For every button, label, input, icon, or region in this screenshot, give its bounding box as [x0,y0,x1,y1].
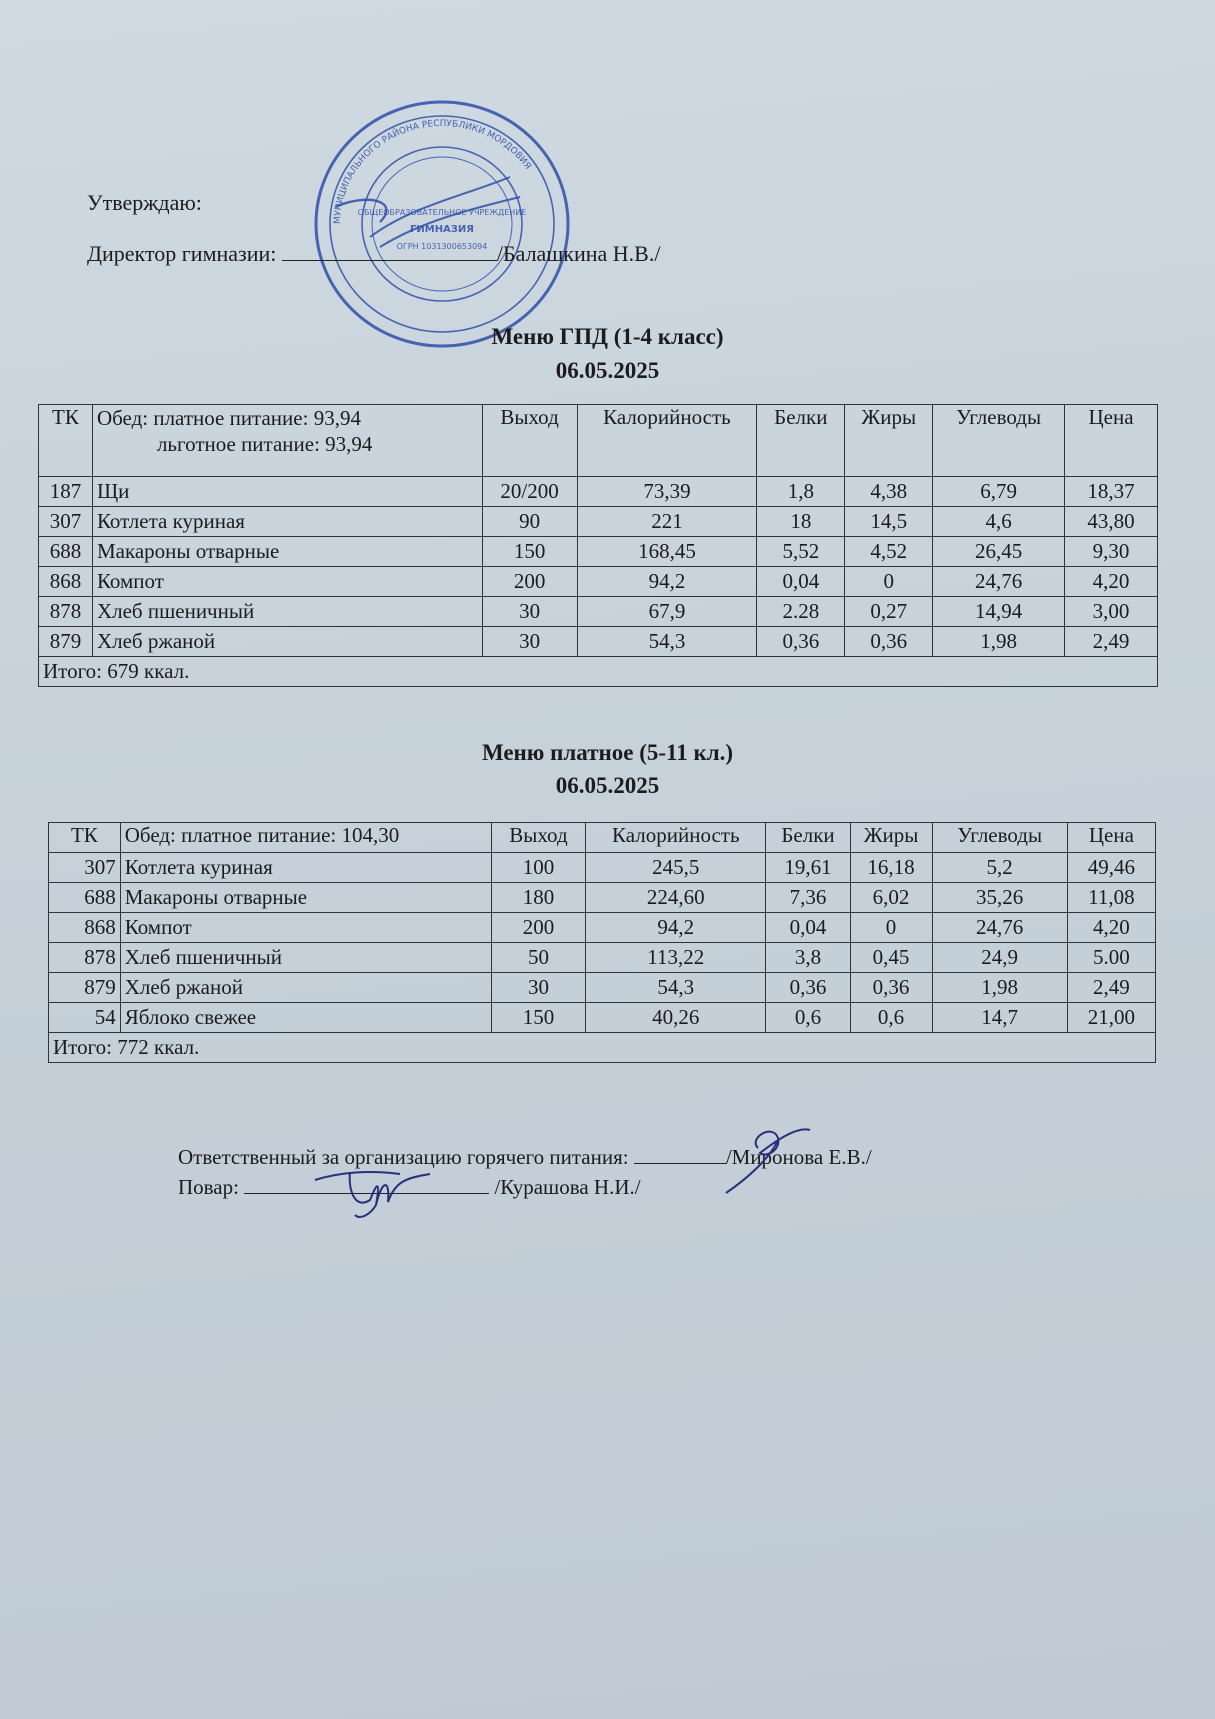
cell-tk: 688 [49,883,121,913]
table-row [39,537,1158,567]
cell-protein: 19,61 [766,853,850,883]
approval-block [87,190,660,267]
cell-dish: Хлеб пшеничный [120,943,491,973]
cell-carbs: 1,98 [932,973,1067,1003]
cell-tk: 879 [39,627,93,657]
cell-dish: Хлеб пшеничный [92,597,482,627]
cell-carbs: 26,45 [933,537,1065,567]
cell-yield: 200 [482,567,577,597]
header-fat: Жиры [845,405,933,477]
cell-price: 4,20 [1065,567,1158,597]
cell-tk: 868 [39,567,93,597]
total-row [49,1033,1156,1063]
cell-calories: 40,26 [586,1003,766,1033]
cell-price: 2,49 [1067,973,1155,1003]
header-carbs: Углеводы [932,823,1067,853]
cell-fat: 0 [845,567,933,597]
cell-dish: Хлеб ржаной [92,627,482,657]
header-tk: ТК [39,405,93,477]
cook-label: Повар: [178,1175,239,1199]
cell-fat: 4,38 [845,477,933,507]
header-tk: ТК [49,823,121,853]
menu2-title: Меню платное (5-11 кл.) [481,740,734,765]
menu2-date: 06.05.2025 [555,773,660,798]
cell-protein: 0,04 [757,567,845,597]
table-row [39,477,1158,507]
header-fat: Жиры [850,823,932,853]
cell-price: 49,46 [1067,853,1155,883]
cell-fat: 16,18 [850,853,932,883]
cell-yield: 20/200 [482,477,577,507]
cell-fat: 0,27 [845,597,933,627]
cell-price: 18,37 [1065,477,1158,507]
cell-dish: Котлета куриная [120,853,491,883]
header-protein: Белки [766,823,850,853]
header-dish-line2: льготное питание: 93,94 [156,432,373,456]
header-dish-line1: Обед: платное питание: 93,94 [96,406,361,430]
stamp-inner-text: ОБЩЕОБРАЗОВАТЕЛЬНОЕ УЧРЕЖДЕНИЕ [357,208,527,217]
total-row [39,657,1158,687]
cell-carbs: 24,76 [932,913,1067,943]
header-calories: Калорийность [577,405,757,477]
cell-calories: 94,2 [577,567,757,597]
header-yield: Выход [491,823,585,853]
cell-carbs: 6,79 [933,477,1065,507]
cell-price: 11,08 [1067,883,1155,913]
cell-calories: 54,3 [577,627,757,657]
cell-tk: 54 [49,1003,121,1033]
cell-dish: Яблоко свежее [120,1003,491,1033]
table-row [49,973,1156,1003]
cell-calories: 245,5 [586,853,766,883]
menu1-table [38,404,1158,687]
cell-price: 9,30 [1065,537,1158,567]
director-signature-blank [282,242,497,261]
cell-tk: 688 [39,537,93,567]
cell-yield: 30 [482,597,577,627]
table-row [49,883,1156,913]
cell-tk: 307 [49,853,121,883]
cell-fat: 0,6 [850,1003,932,1033]
cell-tk: 878 [39,597,93,627]
cell-price: 3,00 [1065,597,1158,627]
menu2-total: Итого: 772 ккал. [49,1033,1156,1063]
cell-fat: 14,5 [845,507,933,537]
responsible-signature [718,1118,818,1196]
cell-protein: 5,52 [757,537,845,567]
cell-fat: 4,52 [845,537,933,567]
cell-tk: 879 [49,973,121,1003]
cell-fat: 0,45 [850,943,932,973]
menu1-title: Меню ГПД (1-4 класс) [491,324,724,349]
menu1-date: 06.05.2025 [555,358,660,383]
cell-yield: 200 [491,913,585,943]
menu2-header-row [49,823,1156,853]
responsible-name: /Миронова Е.В./ [725,1145,872,1169]
cell-price: 4,20 [1067,913,1155,943]
cook-signature [310,1160,440,1222]
cell-dish: Щи [92,477,482,507]
header-dish: Обед: платное питание: 104,30 [120,823,491,853]
cell-price: 5.00 [1067,943,1155,973]
cell-tk: 187 [39,477,93,507]
table-row [49,943,1156,973]
cell-calories: 67,9 [577,597,757,627]
approve-label: Утверждаю: [87,190,202,215]
cell-carbs: 4,6 [933,507,1065,537]
cell-calories: 221 [577,507,757,537]
cell-protein: 1,8 [757,477,845,507]
table-row [39,567,1158,597]
cell-calories: 168,45 [577,537,757,567]
table-row [39,507,1158,537]
stamp-ogrn-text: ОГРН 1031300653094 [396,242,488,251]
table-row [49,1003,1156,1033]
cell-carbs: 35,26 [932,883,1067,913]
cell-yield: 150 [482,537,577,567]
cell-protein: 0,36 [766,973,850,1003]
header-protein: Белки [757,405,845,477]
cell-carbs: 1,98 [933,627,1065,657]
cell-calories: 113,22 [586,943,766,973]
cell-protein: 0,04 [766,913,850,943]
cell-calories: 94,2 [586,913,766,943]
cell-protein: 18 [757,507,845,537]
cell-protein: 2.28 [757,597,845,627]
header-yield: Выход [482,405,577,477]
cell-fat: 0,36 [845,627,933,657]
cell-dish: Компот [92,567,482,597]
cell-protein: 3,8 [766,943,850,973]
header-price: Цена [1065,405,1158,477]
cell-yield: 50 [491,943,585,973]
cell-price: 21,00 [1067,1003,1155,1033]
cell-carbs: 5,2 [932,853,1067,883]
cell-price: 2,49 [1065,627,1158,657]
table-row [49,853,1156,883]
cook-name: /Курашова Н.И./ [494,1175,641,1199]
stamp-center-text: ГИМНАЗИЯ [410,224,474,235]
header-price: Цена [1067,823,1155,853]
cell-tk: 307 [39,507,93,537]
header-carbs: Углеводы [933,405,1065,477]
menu1-header-row [39,405,1158,477]
cell-calories: 224,60 [586,883,766,913]
cell-fat: 6,02 [850,883,932,913]
responsible-signature-blank [634,1147,726,1164]
cell-calories: 73,39 [577,477,757,507]
responsible-label: Ответственный за организацию горячего питания: [178,1145,629,1169]
table-row [39,597,1158,627]
cell-yield: 150 [491,1003,585,1033]
menu2-table [48,822,1156,1063]
cell-yield: 90 [482,507,577,537]
cell-tk: 868 [49,913,121,943]
cell-carbs: 24,76 [933,567,1065,597]
menu1-total: Итого: 679 ккал. [39,657,1158,687]
cell-fat: 0 [850,913,932,943]
cell-dish: Компот [120,913,491,943]
cell-protein: 0,6 [766,1003,850,1033]
cell-calories: 54,3 [586,973,766,1003]
cell-tk: 878 [49,943,121,973]
cell-protein: 0,36 [757,627,845,657]
cell-yield: 100 [491,853,585,883]
cell-protein: 7,36 [766,883,850,913]
cell-dish: Макароны отварные [92,537,482,567]
cell-carbs: 14,94 [933,597,1065,627]
director-name: /Балашкина Н.В./ [496,241,661,266]
stamp-outer-text: МУНИЦИПАЛЬНОГО РАЙОНА РЕСПУБЛИКИ МОРДОВИЯ [332,118,533,225]
director-label: Директор гимназии: [87,241,277,266]
cell-fat: 0,36 [850,973,932,1003]
cell-carbs: 14,7 [932,1003,1067,1033]
table-row [49,913,1156,943]
cell-yield: 30 [491,973,585,1003]
director-line [87,241,660,267]
table-row [39,627,1158,657]
header-calories: Калорийность [586,823,766,853]
header-dish [92,405,482,477]
cell-carbs: 24,9 [932,943,1067,973]
cell-dish: Макароны отварные [120,883,491,913]
cell-dish: Котлета куриная [92,507,482,537]
cell-price: 43,80 [1065,507,1158,537]
cell-yield: 180 [491,883,585,913]
cell-dish: Хлеб ржаной [120,973,491,1003]
cell-yield: 30 [482,627,577,657]
